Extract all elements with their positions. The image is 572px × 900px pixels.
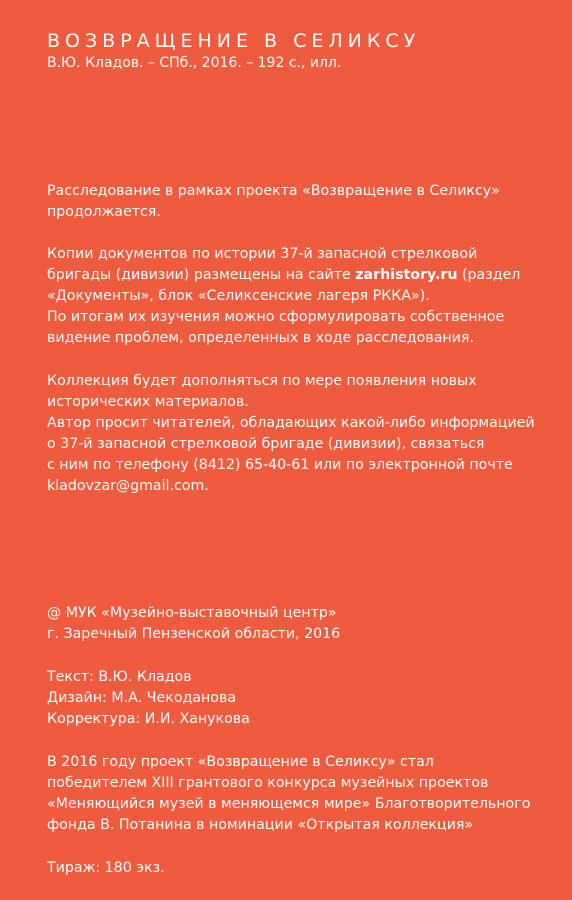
text-line: В 2016 году проект «Возвращение в Селиксу» стал [47, 754, 434, 770]
text-line: продолжается. [47, 204, 161, 220]
print-run [47, 858, 165, 879]
credit-proofreading: Корректура: И.И. Ханукова [47, 711, 250, 727]
text-line: @ МУК «Музейно-выставочный центр» [47, 605, 337, 621]
credit-design: Дизайн: М.А. Чекоданова [47, 690, 237, 706]
text-line: Расследование в рамках проекта «Возвращение в Селиксу» [47, 183, 500, 199]
text-line: «Документы», блок «Селиксенские лагеря РККА»). [47, 288, 430, 304]
text-line: Автор просит читателей, обладающих какой-либо информацией [47, 415, 535, 431]
text-line: с ним по телефону (8412) 65-40-61 или по электронной почте [47, 457, 513, 473]
text-line: Коллекция будет дополняться по мере появления новых [47, 373, 477, 389]
text-line: По итогам их изучения можно сформулировать собственное [47, 309, 505, 325]
text-line: видение проблем, определенных в ходе расследования. [47, 330, 474, 346]
text-line: «Меняющийся музей в меняющемся мире» Благотворительного [47, 796, 531, 812]
text-fragment: (раздел [457, 267, 521, 283]
text-line: Тираж: 180 экз. [47, 860, 165, 876]
book-title: ВОЗВРАЩЕНИЕ В СЕЛИКСУ [47, 30, 421, 52]
website-link[interactable]: zarhistory.ru [355, 267, 458, 283]
paragraph-investigation [47, 181, 500, 223]
text-line: победителем XIII грантового конкурса музейных проектов [47, 775, 489, 791]
text-line: Копии документов по истории 37-й запасной стрелковой [47, 246, 478, 262]
paragraph-collection [47, 371, 535, 497]
text-line: г. Заречный Пензенской области, 2016 [47, 626, 341, 642]
email-address[interactable]: kladovzar@gmail.com. [47, 478, 209, 494]
text-line: фонда В. Потанина в номинации «Открытая коллекция» [47, 817, 474, 833]
text-line: о 37-й запасной стрелковой бригаде (дивизии), связаться [47, 436, 485, 452]
text-line: исторических материалов. [47, 394, 249, 410]
bibliographic-reference: В.Ю. Кладов. – СПб., 2016. – 192 с., илл. [47, 55, 342, 71]
text-fragment: бригады (дивизии) размещены на сайте [47, 267, 356, 283]
credit-text: Текст: В.Ю. Кладов [47, 669, 192, 685]
paragraph-documents [47, 244, 520, 349]
award-note [47, 752, 530, 836]
publisher-info [47, 603, 340, 645]
text-line [47, 265, 520, 286]
credits [47, 667, 250, 730]
